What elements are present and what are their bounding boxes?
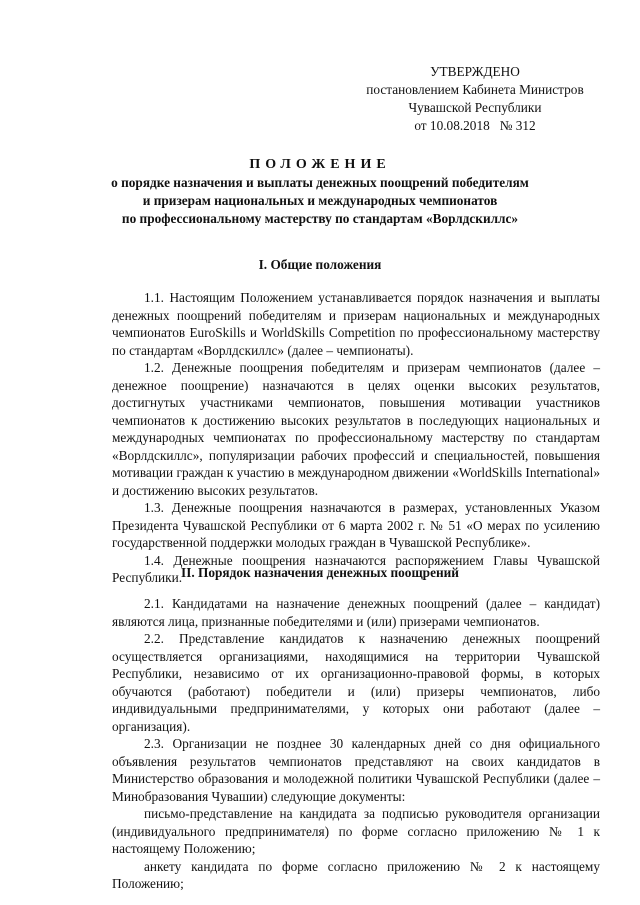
title-line-1: о порядке назначения и выплаты денежных поощрений победителям [111,175,529,190]
title-line-2: и призерам национальных и международных чемпионатов [142,193,498,208]
paragraph-1-3: 1.3. Денежные поощрения назначаются в размерах, установленных Указом Президента Чувашской Республики от 6 марта 2002 г. № 51 «О мерах по усилению государственной поддержки молодых граждан в Чувашской Республике». [112,500,600,550]
paragraph-1-4: 1.4. Денежные поощрения назначаются распоряжением Главы Чувашской Республики. [112,552,600,585]
section-2-body [112,595,600,893]
approval-stamp [360,63,590,135]
paragraph-2-3: 2.3. Организации не позднее 30 календарных дней со дня официального объявления результатов чемпионатов представляют на своих кандидатов в Министерство образования и молодежной политики Чувашской Республики (далее – Минобразования Чувашии) следующие документы: [112,736,600,804]
paragraph-1-1: 1.1. Настоящим Положением устанавливается порядок назначения и выплаты денежных поощрений победителям и призерам национальных и международных чемпионатов EuroSkills и WorldSkills Competition по профессиональному мастерству по стандартам «Ворлдскиллс» (далее – чемпионаты). [112,290,600,358]
title-main: ПОЛОЖЕНИЕ [249,157,391,172]
section-1-heading: I. Общие положения [258,257,382,272]
section-2-heading: II. Порядок назначения денежных поощрений [181,565,459,580]
paragraph-2-1: 2.1. Кандидатами на назначение денежных поощрений (далее – кандидат) являются лица, признанные победителями и (или) призерами чемпионатов. [112,596,600,629]
paragraph-2-3-item-1: письмо-представление на кандидата за подписью руководителя организации (индивидуального предпринимателя) по форме согласно приложению № 1 к настоящему Положению; [112,806,600,856]
paragraph-2-2: 2.2. Представление кандидатов к назначению денежных поощрений осуществляется организациями, находящимися на территории Чувашской Республики, независимо от их организационно-правовой формы, в которых обучаются (работают) победители и (или) призеры чемпионатов, либо индивидуальными предпринимателями, у которых они работают (далее – организация). [112,631,600,734]
approved-by-line: постановлением Кабинета Министров [366,82,584,97]
approved-republic-line: Чувашской Республики [408,100,542,115]
section-1-body [112,289,600,587]
paragraph-1-2: 1.2. Денежные поощрения победителям и призерам чемпионатов (далее – денежное поощрение) назначаются в целях оценки высоких результатов, достигнутых участниками чемпионатов, повышения мотивации участников чемпионатов к достижению высоких результатов в последующих национальных и международных чемпионатах по профессиональному мастерству по стандартам «Ворлдскиллс», популяризации рабочих профессий и специальностей, повышения мотивации граждан к участию в международном движении «WorldSkills International» и достижению высоких результатов. [112,360,600,498]
title-line-3: по профессиональному мастерству по стандартам «Ворлдскиллс» [121,211,519,226]
approved-label: УТВЕРЖДЕНО [430,64,520,79]
approved-date-number: от 10.08.2018 № 312 [414,118,536,133]
document-title [60,156,580,228]
paragraph-2-3-item-2: анкету кандидата по форме согласно приложению № 2 к настоящему Положению; [112,858,600,891]
